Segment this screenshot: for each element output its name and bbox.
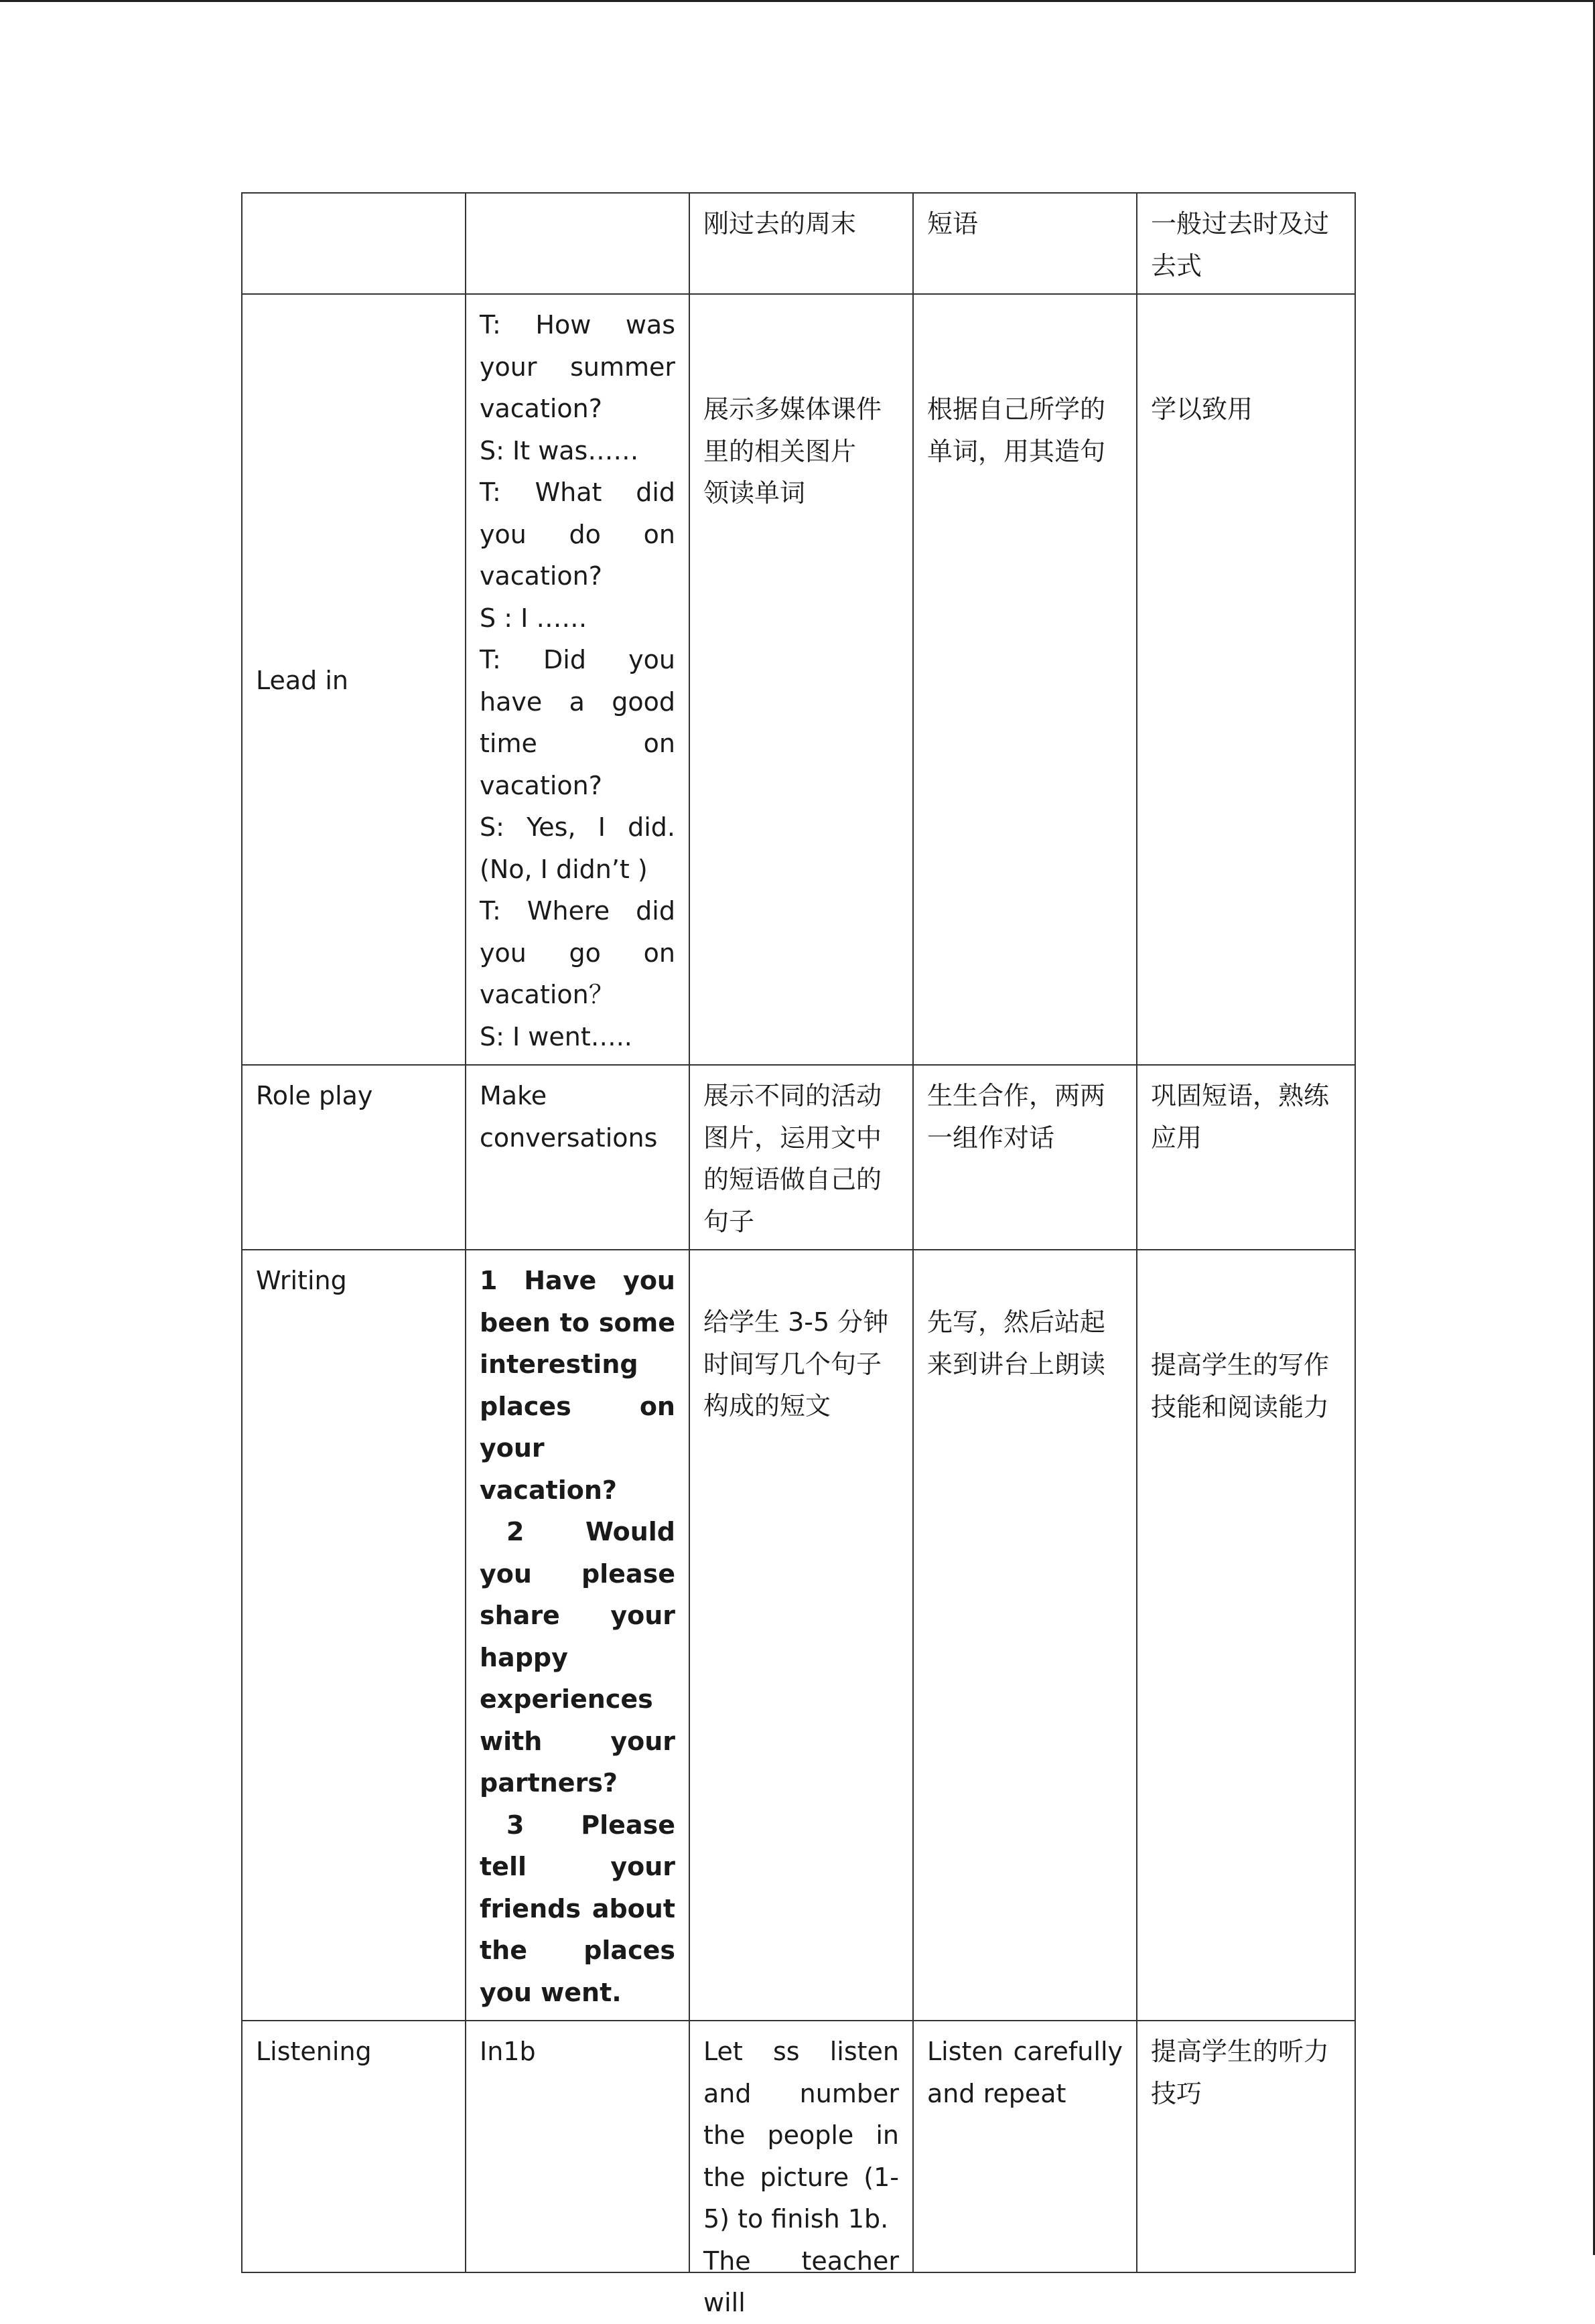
purpose-text: 学以致用 [1151,394,1253,424]
dialogue-line: T: What did you do on vacation? [480,478,675,591]
activity-cell [466,193,689,294]
writing-prompt: 1 Have you been to some interesting places on your vacation? [480,1266,675,1505]
student-cell: 短语 [913,193,1137,294]
writing-prompt: 2 Would you please share your happy experiences with your partners? [480,1517,675,1798]
teacher-cell [689,294,913,1065]
dialogue-line: S: It was…… [480,435,639,465]
teacher-line: 领读单词 [703,478,806,508]
dialogue-line: T: How was your summer vacation? [480,310,675,423]
student-cell: Listen carefully and repeat [913,2021,1137,2272]
teacher-line: 展示多媒体课件里的相关图片 [703,394,882,466]
activity-cell: Make conversations [466,1065,689,1250]
teacher-line: The teacher will [703,2246,899,2317]
purpose-cell: 一般过去时及过去式 [1137,193,1355,294]
teacher-cell [689,1250,913,2021]
purpose-cell: 巩固短语，熟练应用 [1137,1065,1355,1250]
writing-prompt: 3 Please tell your friends about the places you went. [480,1810,675,2007]
table-row [242,2021,1355,2272]
teacher-cell: 刚过去的周末 [689,193,913,294]
dialogue-line: T: Where did you go on vacation？ [480,896,675,1009]
teacher-text: 给学生 3-5 分钟时间写几个句子构成的短文 [703,1307,889,1421]
purpose-text: 提高学生的写作技能和阅读能力 [1151,1350,1330,1422]
purpose-cell [1137,1250,1355,2021]
dialogue-line: S : I …… [480,603,587,633]
dialogue-line: S: Yes, I did. (No, I didn’t ) [480,812,675,884]
table-row [242,193,1355,294]
teacher-line: Let ss listen and number the people in the picture (1-5) to finish 1b. [703,2037,899,2234]
student-cell: 生生合作，两两一组作对话 [913,1065,1137,1250]
activity-cell [466,294,689,1065]
stage-cell: Role play [242,1065,466,1250]
stage-cell: Writing [242,1250,466,2021]
table-row [242,294,1355,1065]
purpose-cell: 提高学生的听力技巧 [1137,2021,1355,2272]
teacher-cell: 展示不同的活动图片，运用文中的短语做自己的句子 [689,1065,913,1250]
stage-cell [242,193,466,294]
table-row [242,1250,1355,2021]
activity-cell [466,1250,689,2021]
dialogue-line: S: I went….. [480,1021,632,1051]
lesson-plan-table [241,192,1356,2317]
teacher-cell [689,2021,913,2317]
stage-cell: Lead in [242,294,466,1065]
student-text: 先写，然后站起来到讲台上朗读 [927,1307,1106,1379]
stage-cell: Listening [242,2021,466,2272]
dialogue-line: T: Did you have a good time on vacation? [480,645,675,800]
table-row [242,1065,1355,1250]
student-cell [913,294,1137,1065]
student-text: 根据自己所学的单词，用其造句 [927,394,1106,466]
activity-cell: In1b [466,2021,689,2272]
purpose-cell [1137,294,1355,1065]
student-cell [913,1250,1137,2021]
